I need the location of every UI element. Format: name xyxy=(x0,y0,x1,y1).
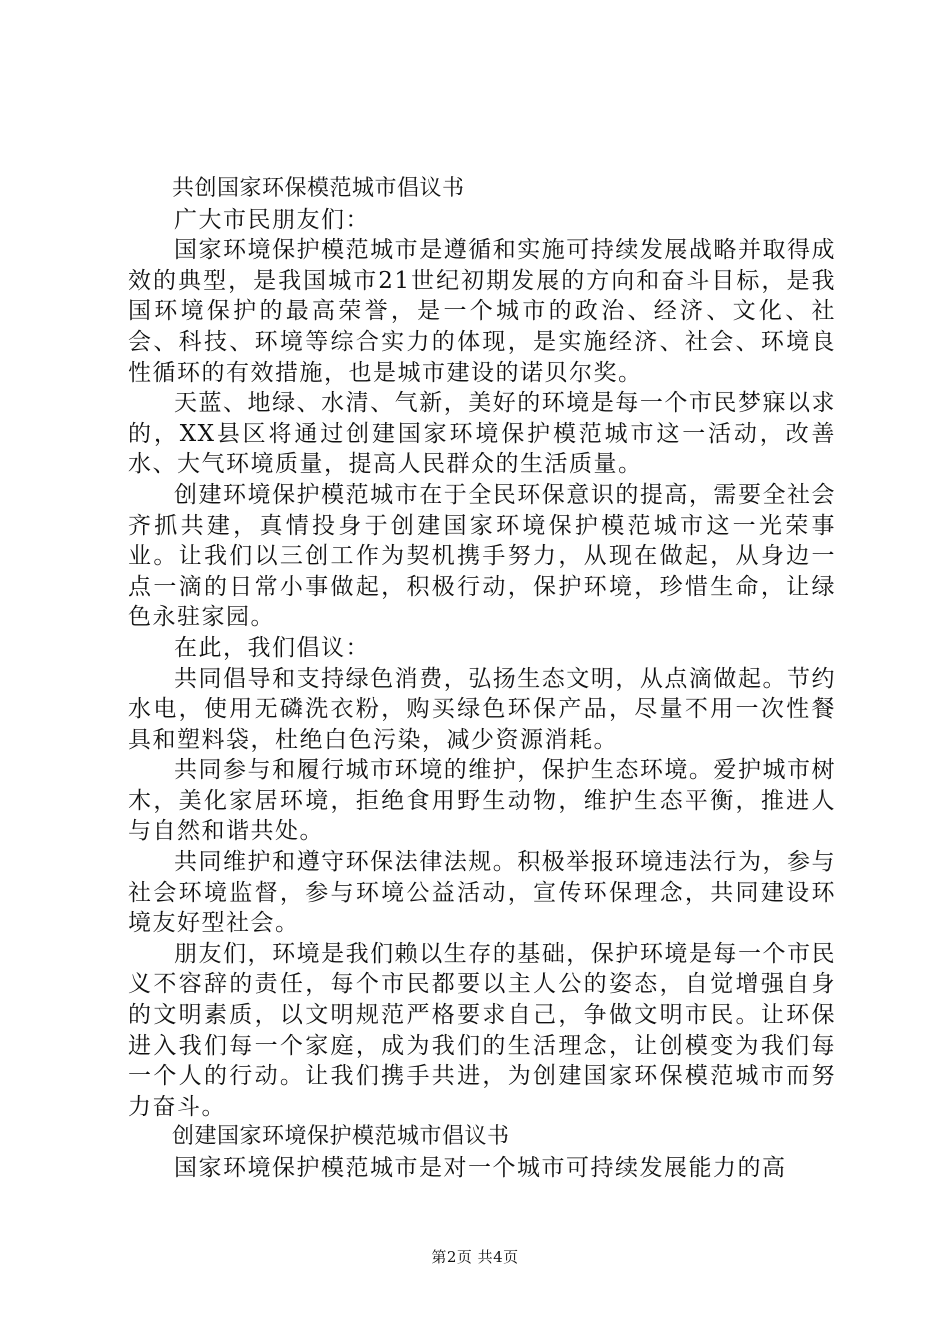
page-footer: 第2页 共4页 xyxy=(431,1248,519,1266)
document-title: 共创国家环保模范城市倡议书 xyxy=(172,176,465,201)
document-body xyxy=(128,174,836,1184)
paragraph: 国家环境保护模范城市是遵循和实施可持续发展战略并取得成效的典型，是我国城市21世纪初期发展的方向和奋斗目标，是我国环境保护的最高荣誉，是一个城市的政治、经济、文化、社会、科技、环境等综合实力的体现，是实施经济、社会、环境良性循环的有效措施，也是城市建设的诺贝尔奖。 xyxy=(128,237,836,386)
paragraph: 共同参与和履行城市环境的维护，保护生态环境。爱护城市树木，美化家居环境，拒绝食用野生动物，维护生态平衡，推进人与自然和谐共处。 xyxy=(128,757,836,845)
section-title: 创建国家环境保护模范城市倡议书 xyxy=(172,1124,510,1150)
salutation: 广大市民朋友们： xyxy=(174,206,370,233)
paragraph: 共同倡导和支持绿色消费，弘扬生态文明，从点滴做起。节约水电，使用无磷洗衣粉，购买绿色环保产品，尽量不用一次性餐具和塑料袋，杜绝白色污染，减少资源消耗。 xyxy=(128,665,836,753)
paragraph: 天蓝、地绿、水清、气新，美好的环境是每一个市民梦寐以求的，XX县区将通过创建国家环境保护模范城市这一活动，改善水、大气环境质量，提高人民群众的生活质量。 xyxy=(128,390,836,478)
paragraph: 在此，我们倡议： xyxy=(174,634,370,661)
paragraph: 朋友们，环境是我们赖以生存的基础，保护环境是每一个市民义不容辞的责任，每个市民都要以主人公的姿态，自觉增强自身的文明素质，以文明规范严格要求自己，争做文明市民。让环保进入我们每一个家庭，成为我们的生活理念，让创模变为我们每一个人的行动。让我们携手共进，为创建国家环保模范城市而努力奋斗。 xyxy=(128,940,836,1120)
paragraph: 创建环境保护模范城市在于全民环保意识的提高，需要全社会齐抓共建，真情投身于创建国家环境保护模范城市这一光荣事业。让我们以三创工作为契机携手努力，从现在做起，从身边一点一滴的日常小事做起，积极行动，保护环境，珍惜生命，让绿色永驻家园。 xyxy=(128,481,836,631)
paragraph: 共同维护和遵守环保法律法规。积极举报环境违法行为，参与社会环境监督，参与环境公益活动，宣传环保理念，共同建设环境友好型社会。 xyxy=(128,849,836,937)
paragraph: 国家环境保护模范城市是对一个城市可持续发展能力的高 xyxy=(174,1155,787,1181)
